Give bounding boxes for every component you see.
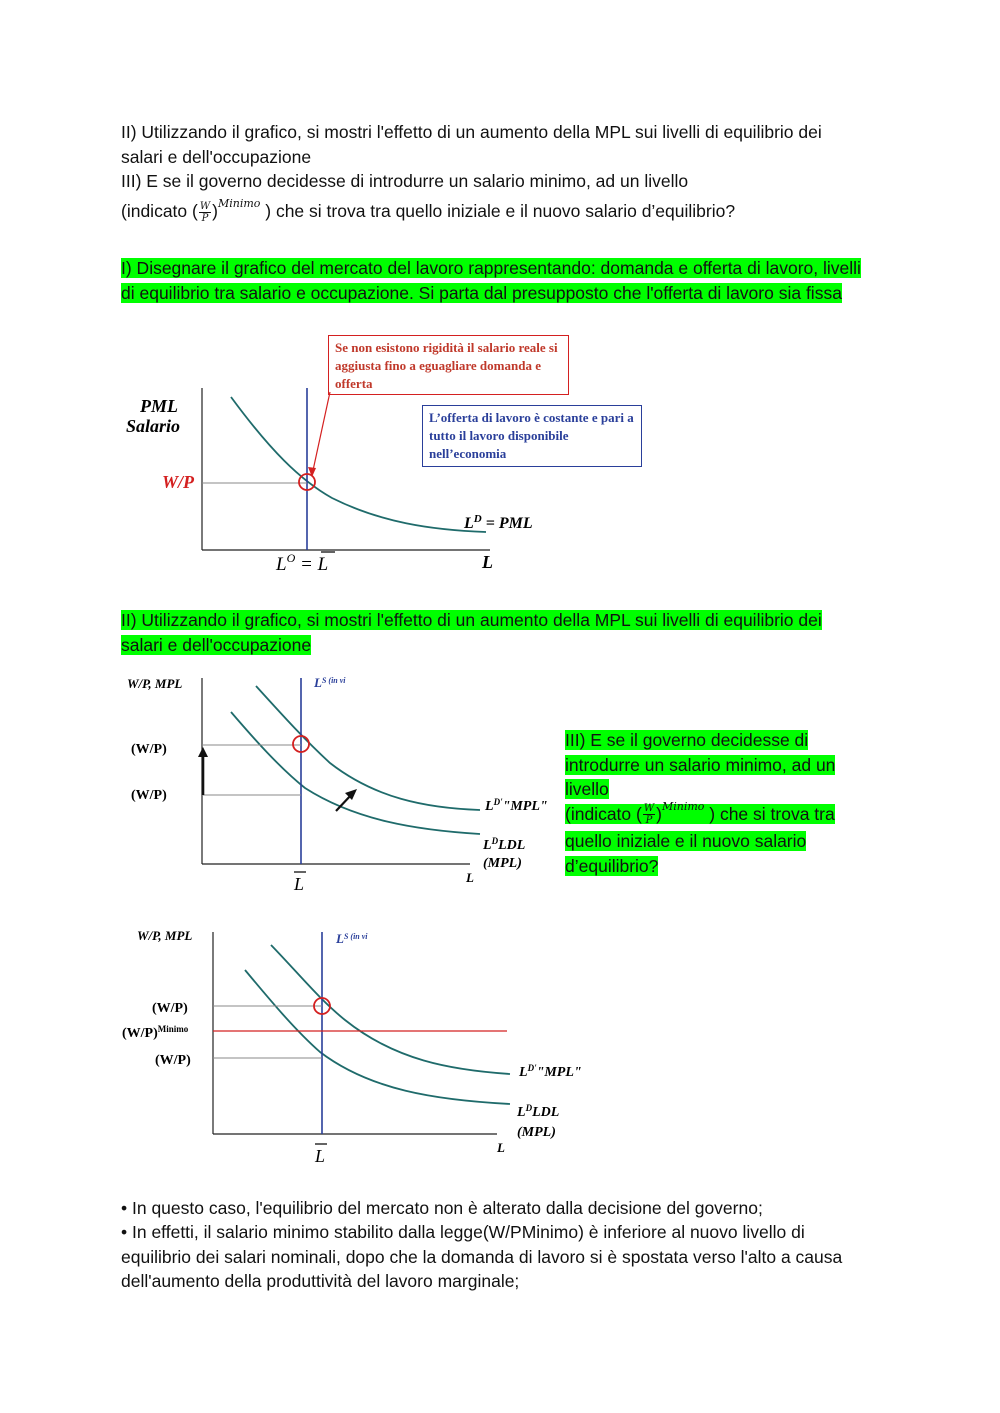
wage-label: W/P [162,472,195,492]
supply-label-l: L [336,931,344,946]
curve-new-l: L [519,1065,528,1080]
supply-label [335,931,368,946]
fraction-w-p [199,201,211,224]
callout-blue-box: L’offerta di lavoro è costante e pari a tutto il lavoro disponibile nell’economia [422,405,642,467]
wage-min-base: (W/P) [122,1026,158,1041]
curve-old-rest: LDL [532,1105,560,1120]
wage-label-low: (W/P) [131,788,167,803]
side-fraction-denominator: P [645,815,653,827]
x-bar-label: L [315,1146,326,1166]
section-2-heading-text: II) Utilizzando il grafico, si mostri l'effetto di un aumento della MPL sui livelli di equilibrio dei salari e dell'occupazione [121,610,822,655]
wage-min-sup: Minimo [157,1024,189,1034]
formula-close: ) [212,201,218,221]
supply-label [275,551,328,575]
bullet-1: • In questo caso, l'equilibrio del mercato non è alterato dalla decisione del governo; [121,1198,763,1218]
fraction-numerator: W [199,200,211,212]
section-2-heading [121,608,866,657]
curve-old-label [482,836,525,853]
side-formula-close: ) [656,803,662,824]
supply-label-l: L [314,675,322,690]
demand-label-sup: D [473,513,482,525]
side-formula-suffix: ) che si trova tra quello iniziale e il nuovo salario d’equilibrio? [565,803,835,876]
curve-old-rest: LDL [498,838,526,853]
side-formula-superscript: Minimo [661,799,705,813]
supply-label-sup: S (in vi [321,676,346,685]
y-axis-label: W/P, MPL [137,928,193,943]
wage-increase-arrowhead [198,747,208,757]
side-fraction-w-p [643,803,655,826]
callout-red-box: Se non esistono rigidità il salario reale si aggiusta fino a eguagliare domanda e offerta [328,335,569,395]
supply-label-sup: S (in vi [343,932,368,941]
curve-old-label [516,1103,559,1120]
supply-label-sup: O [286,551,296,565]
wage-label-low: (W/P) [155,1053,191,1068]
curve-new-rest: "MPL" [536,1065,582,1080]
demand-curve-new [271,945,510,1074]
supply-label-l: L [276,554,287,575]
demand-curve-label [463,513,533,532]
x-axis-label: L [482,552,493,572]
side-question-text: III) E se il governo decidesse di introdurre un salario minimo, ad un livello [565,730,836,799]
formula-suffix: ) che si trova tra quello iniziale e il nuovo salario d’equilibrio? [260,201,736,221]
fraction-denominator: P [201,212,209,224]
bullet-2: • In effetti, il salario minimo stabilito dalla legge(W/PMinimo) è inferiore al nuovo livello di equilibrio dei salari nominali, dopo che la domanda di lavoro si è spostata verso l'alto a causa dell'aumento della produttività del lavoro marginale; [121,1222,843,1291]
x-axis-label: L [466,870,474,885]
chart-minimum-wage [115,920,585,1170]
supply-label-eq: = [295,554,318,575]
supply-label [313,675,346,690]
curve-new-label [484,797,548,814]
curve-old-sublabel: (MPL) [517,1125,556,1140]
curve-old-sup: D [491,836,499,846]
y-axis-label-salario: Salario [126,416,181,436]
callout-arrowhead [308,467,316,477]
formula-superscript: Minimo [217,197,261,210]
question-3-text: III) E se il governo decidesse di introdurre un salario minimo, ad un livello [121,171,689,191]
curve-old-l: L [483,838,492,853]
section-1-heading-text: I) Disegnare il grafico del mercato del lavoro rappresentando: domanda e offerta di lavoro, livelli di equilibrio tra salario e occupazione. Si parta dal presupposto che l'offerta di lavoro sia fissa [121,258,861,303]
curve-new-sup: D' [493,797,503,807]
side-fraction-numerator: W [643,803,655,815]
demand-curve-old [245,970,510,1104]
demand-label-rest: = PML [481,515,533,532]
section-1-heading [121,256,866,305]
demand-label-l: L [464,515,474,532]
wage-label-high: (W/P) [152,1001,188,1016]
curve-old-sublabel: (MPL) [483,856,522,871]
curve-new-label [518,1063,582,1080]
wage-label-min [122,1024,189,1041]
callout-pointer [312,392,330,475]
demand-curve-old [231,712,480,834]
side-question-3 [565,728,865,878]
wage-label-high: (W/P) [131,742,167,757]
curve-old-l: L [517,1105,526,1120]
y-axis-label: W/P, MPL [127,676,183,691]
demand-curve-new [256,686,480,810]
chart-labor-market-2 [115,668,555,898]
curve-new-rest: "MPL" [502,799,548,814]
x-bar-label: L [294,874,305,894]
question-2-text: II) Utilizzando il grafico, si mostri l'effetto di un aumento della MPL sui livelli di equilibrio dei salari e dell'occupazione [121,122,822,167]
side-formula-prefix: (indicato ( [565,803,642,824]
supply-label-bar: L [317,554,329,575]
y-axis-label-pml: PML [140,396,178,416]
curve-old-sup: D [525,1103,533,1113]
question-3-formula-line [121,199,866,227]
curve-new-l: L [485,799,494,814]
x-axis-label: L [497,1140,505,1155]
side-formula-line [565,799,835,876]
curve-new-sup: D' [527,1063,537,1073]
formula-prefix: (indicato ( [121,201,198,221]
